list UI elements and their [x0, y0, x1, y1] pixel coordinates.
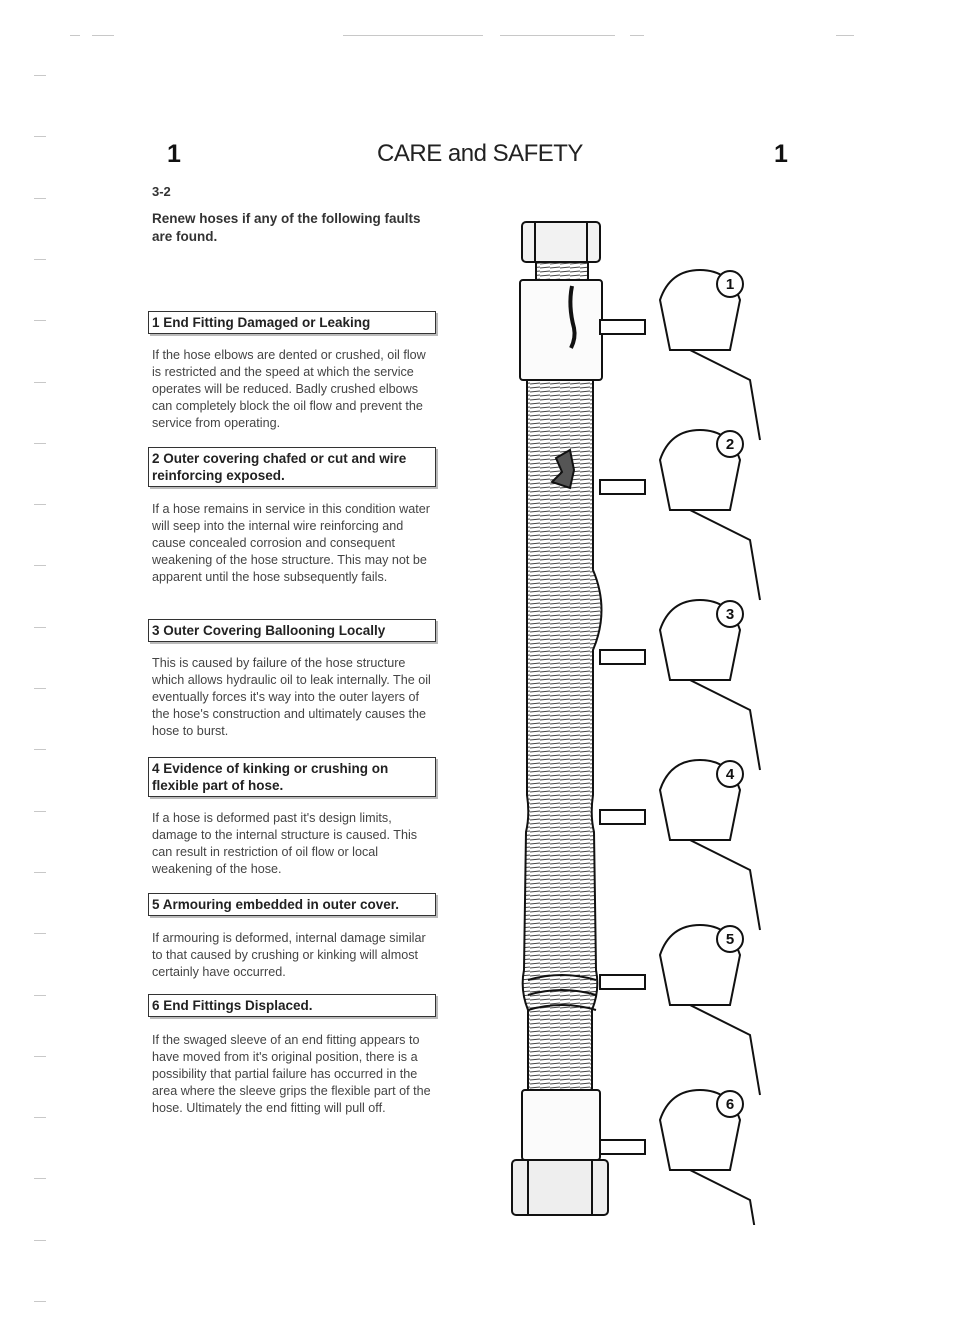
- margin-tick: [34, 198, 46, 199]
- page-title: CARE and SAFETY: [377, 140, 583, 167]
- margin-tick: [34, 749, 46, 750]
- inspector-6: [600, 1090, 760, 1225]
- margin-tick: [34, 443, 46, 444]
- fault-5-heading: 5 Armouring embedded in outer cover.: [148, 893, 436, 916]
- scan-mark: [500, 35, 615, 36]
- margin-tick: [34, 995, 46, 996]
- margin-tick: [34, 320, 46, 321]
- section-code: 3-2: [152, 184, 171, 199]
- inspector-5-number: 5: [725, 931, 735, 948]
- margin-tick: [34, 1301, 46, 1302]
- margin-tick: [34, 565, 46, 566]
- inspector-2: [600, 430, 760, 600]
- hose-fault-illustration: [490, 210, 780, 1225]
- inspector-3: [600, 600, 760, 770]
- inspector-5: [600, 925, 760, 1095]
- intro-text: Renew hoses if any of the following faults are found.: [152, 211, 421, 244]
- fault-3-body: This is caused by failure of the hose structure which allows hydraulic oil to leak internally. The oil eventually forces it's way into the outer layers of the hose's construction and ultimately causes the hose to burst.: [152, 656, 431, 738]
- inspector-1-number: 1: [725, 276, 735, 293]
- fault-4-heading: 4 Evidence of kinking or crushing on flexible part of hose.: [148, 757, 436, 797]
- margin-tick: [34, 1178, 46, 1179]
- fault-2-heading: 2 Outer covering chafed or cut and wire reinforcing exposed.: [148, 447, 436, 487]
- hose-body: [523, 380, 602, 1090]
- fault-6-heading: 6 End Fittings Displaced.: [148, 994, 436, 1017]
- fault-4-body: If a hose is deformed past it's design limits, damage to the internal structure is caused. This can result in restriction of oil flow or local weakening of the hose.: [152, 811, 418, 876]
- margin-tick: [34, 1056, 46, 1057]
- scan-mark: [343, 35, 483, 36]
- margin-tick: [34, 933, 46, 934]
- scan-mark: [92, 35, 114, 36]
- inspector-4: [600, 760, 760, 930]
- top-fitting: [520, 280, 602, 380]
- fault-3-heading: 3 Outer Covering Ballooning Locally: [148, 619, 436, 642]
- inspector-4-number: 4: [725, 766, 735, 783]
- page-number-right: 1: [774, 140, 788, 168]
- margin-tick: [34, 811, 46, 812]
- top-nut: [522, 222, 600, 280]
- fault-2-body: If a hose remains in service in this condition water will seep into the internal wire reinforcing and cause concealed corrosion and consequent weakening of the hose structure. This may not be apparent until the hose subsequently fails.: [152, 502, 430, 584]
- margin-tick: [34, 688, 46, 689]
- margin-tick: [34, 627, 46, 628]
- margin-tick: [34, 504, 46, 505]
- fault-5-body: If armouring is deformed, internal damage similar to that caused by crushing or kinking will almost certainly have occurred.: [152, 931, 426, 979]
- scan-mark: [836, 35, 854, 36]
- page-number-left: 1: [167, 140, 181, 168]
- margin-tick: [34, 259, 46, 260]
- inspector-6-number: 6: [725, 1096, 735, 1113]
- bottom-fitting: [512, 1090, 608, 1215]
- fault-1-heading: 1 End Fitting Damaged or Leaking: [148, 311, 436, 334]
- scan-mark: [630, 35, 644, 36]
- margin-tick: [34, 1240, 46, 1241]
- inspector-2-number: 2: [725, 436, 735, 453]
- margin-tick: [34, 382, 46, 383]
- fault-6-body: If the swaged sleeve of an end fitting appears to have moved from it's original position, there is a possibility that partial failure has occurred in the area where the sleeve grips the flexible part of the hose. Ultimately the end fitting will pull off.: [152, 1033, 431, 1115]
- scan-mark: [70, 35, 80, 36]
- margin-tick: [34, 75, 46, 76]
- inspector-3-number: 3: [725, 606, 735, 623]
- fault-1-body: If the hose elbows are dented or crushed, oil flow is restricted and the speed at which the service operates will be reduced. Badly crushed elbows can completely block the oil flow and prevent the service from operating.: [152, 348, 426, 430]
- inspector-1: [600, 270, 760, 440]
- margin-tick: [34, 136, 46, 137]
- margin-tick: [34, 872, 46, 873]
- margin-tick: [34, 1117, 46, 1118]
